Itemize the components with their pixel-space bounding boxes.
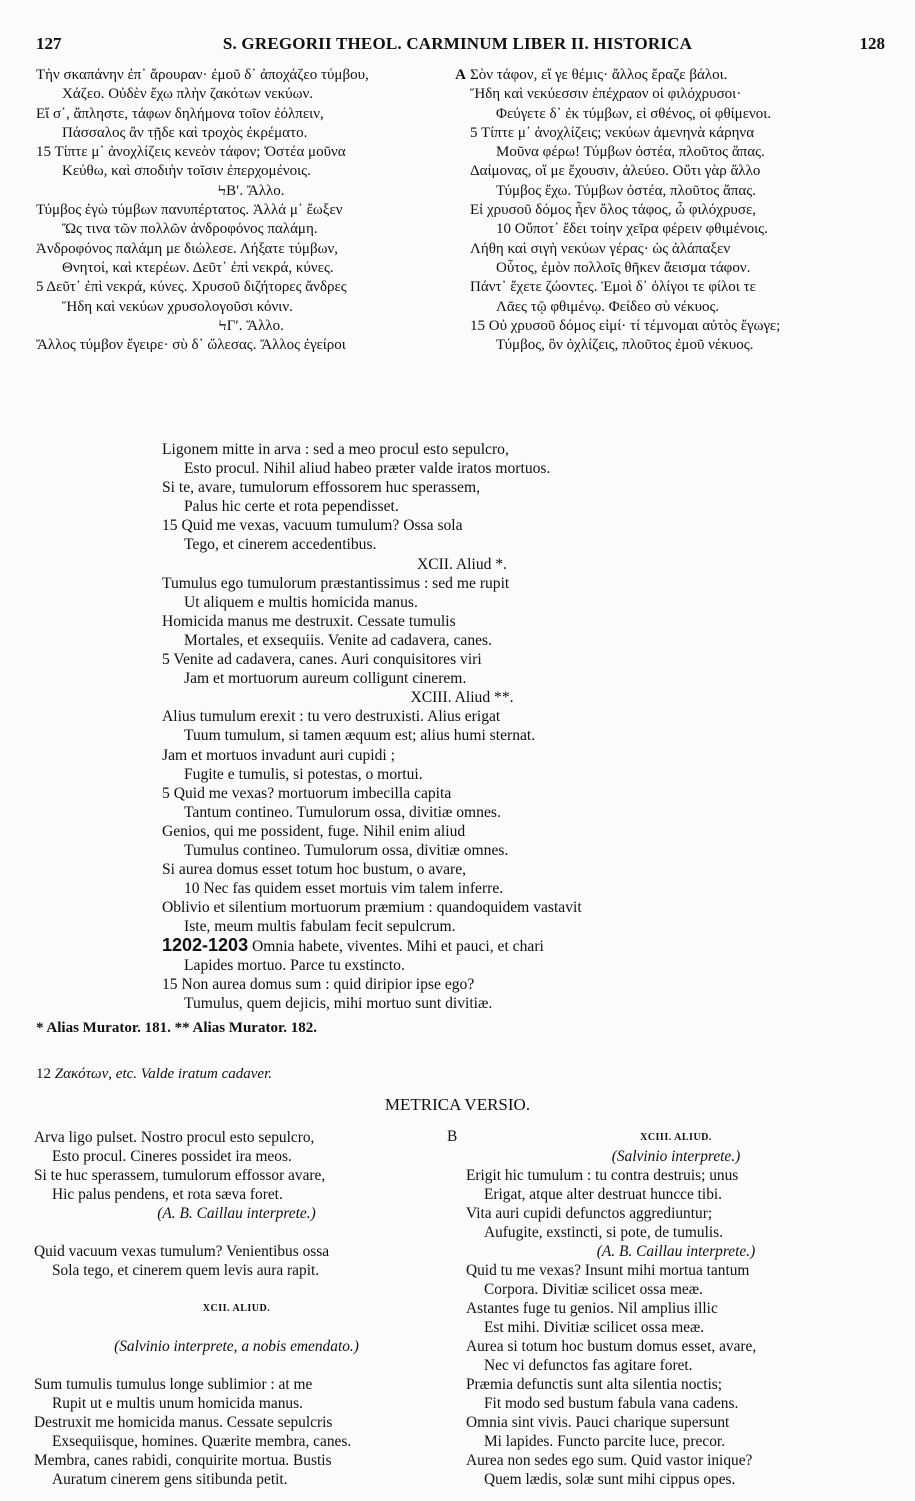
greek-line: Σὸν τάφον, εἴ γε θέμις· ἄλλος ἔραζε βάλοι.	[470, 67, 728, 83]
greek-line: 10 Οὔποτ᾽ ἔδει τοίην χεῖρα φέρειν φθιμένοις.	[496, 221, 768, 238]
critical-note	[36, 1066, 272, 1083]
verse-line: Fit modo sed bustum fabula vana cadens.	[484, 1395, 739, 1412]
margin-marker-a: A	[455, 67, 466, 83]
note-greek-word: Ζακότων	[54, 1066, 109, 1082]
verse-line: Rupit ut e multis unum homicida manus.	[52, 1395, 303, 1412]
verse-line: Membra, canes rabidi, conquirite mortua. Bustis	[34, 1452, 332, 1469]
verse-line: Quem lædis, solæ sunt mihi cippus opes.	[484, 1471, 736, 1488]
right-page-number: 128	[859, 34, 885, 53]
spacer	[34, 1280, 439, 1299]
verse-line: Nec vi defunctos fas agitare foret.	[484, 1357, 693, 1374]
latin-line: Alius tumulum erexit : tu vero destruxisti. Alius erigat	[162, 708, 501, 726]
verse-line: Arva ligo pulset. Nostro procul esto sepulcro,	[34, 1129, 315, 1146]
verse-line: Auratum cinerem gens sitibunda petit.	[52, 1471, 288, 1488]
greek-line: Ὥς τινα τῶν πολλῶν ἀνδροφόνος παλάμη.	[62, 221, 318, 238]
latin-line: Jam et mortuorum aureum colligunt cinerem.	[184, 670, 467, 688]
note-number: 12	[36, 1066, 51, 1082]
greek-line: Εἴ σ᾽, ἄπληστε, τάφων δηλήμονα τοῖον ἐόλπειν,	[36, 105, 324, 122]
greek-line: Δαίμονας, οἵ με ἔχουσιν, ἀλεύεο. Οὔτι γὰρ ἄλλο	[470, 163, 761, 180]
verse-line: Vita auri cupidi defunctos aggrediuntur;	[466, 1205, 713, 1222]
latin-line: Fugite e tumulis, si potestas, o mortui.	[184, 765, 423, 783]
latin-line: Tumulus ego tumulorum præstantissimus : sed me rupit	[162, 574, 510, 592]
greek-line: Ἤδη καὶ νεκύων χρυσολογοῦσι κόνιν.	[62, 298, 293, 315]
greek-line: 15 Τίπτε μ᾽ ἀνοχλίζεις κενεὸν τάφον; Ὀστέα μοῦνα	[36, 144, 346, 161]
left-page-number: 127	[36, 34, 62, 53]
greek-line: Φεύγετε δ᾽ ἐκ τύμβων, εἰ σθένος, οἱ φθίμενοι.	[496, 105, 772, 122]
latin-line: Genios, qui me possident, fuge. Nihil enim aliud	[162, 822, 466, 840]
verse-line: Aurea si totum hoc bustum domus esset, avare,	[466, 1338, 757, 1355]
latin-line: 10 Nec fas quidem esset mortuis vim talem inferre.	[184, 880, 504, 898]
verse-line: Exsequiisque, homines. Quærite membra, canes.	[52, 1433, 352, 1450]
verse-line: Præmia defunctis sunt alta silentia noctis;	[466, 1376, 723, 1393]
footnotes: * Alias Murator. 181. ** Alias Murator. 182.	[36, 1020, 317, 1036]
verse-line: Hic palus pendens, et rota sæva foret.	[52, 1186, 283, 1203]
metrica-title: METRICA VERSIO.	[384, 1095, 531, 1114]
greek-line: Τύμβος, ὃν ὀχλίζεις, πλοῦτος ἐμοῦ νέκυος.	[496, 337, 754, 354]
greek-line: Εἰ χρυσοῦ δόμος ἦεν ὅλος τάφος, ὦ φιλόχρυσε,	[470, 202, 756, 219]
latin-line: 5 Venite ad cadavera, canes. Auri conquisitores viri	[162, 651, 482, 669]
latin-line: Homicida manus me destruxit. Cessate tumulis	[162, 612, 456, 630]
latin-line: Tuum tumulum, si tamen æquum est; alius humi sternat.	[184, 727, 536, 745]
spacer	[34, 1356, 439, 1375]
verse-line: Sum tumulis tumulus longe sublimior : at me	[34, 1376, 313, 1393]
spacer	[34, 1223, 439, 1242]
latin-line: Oblivio et silentium mortuorum præmium : quandoquidem vastavit	[162, 899, 582, 917]
verse-line: Si te huc sperassem, tumulorum effossor avare,	[34, 1167, 326, 1184]
latin-line: Si aurea domus esset totum hoc bustum, o avare,	[162, 861, 467, 879]
spacer	[34, 1318, 439, 1337]
greek-line: Χάζεο. Οὐδὲν ἔχω πλὴν ζακότων νεκύων.	[62, 86, 313, 103]
greek-line: Τύμβος ἐγὼ τύμβων πανυπέρτατος. Ἀλλά μ᾽ ἔωξεν	[36, 202, 343, 219]
latin-line: Iste, meum multis fabulam fecit sepulcrum.	[184, 918, 456, 936]
latin-line: Tumulus, quem dejicis, mihi mortuo sunt divitiæ.	[184, 994, 493, 1012]
greek-line: Τύμβος ἔχω. Τύμβων ὀστέα, πλοῦτος ἅπας.	[496, 182, 756, 199]
latin-line: Si te, avare, tumulorum effossorem huc sperassem,	[162, 479, 481, 497]
greek-column-right	[470, 66, 880, 355]
greek-line: Ἄλλος τύμβον ἔγειρε· σὺ δ᾽ ὤλεσας. Ἄλλος ἐγείροι	[36, 337, 346, 354]
latin-section-heading: XCIII. Aliud **.	[410, 689, 514, 707]
latin-line: Esto procul. Nihil aliud habeo præter valde iratos mortuos.	[184, 460, 551, 478]
verse-line: Mi lapides. Functo parcite luce, precor.	[484, 1433, 726, 1450]
verse-line: Est mihi. Divitiæ scilicet ossa meæ.	[484, 1319, 705, 1336]
latin-line: Ut aliquem e multis homicida manus.	[184, 593, 418, 611]
greek-line: 5 Τίπτε μ᾽ ἀνοχλίζεις; νεκύων ἀμενηνὰ κάρηνα	[470, 124, 755, 141]
verse-line: Astantes fuge tu genios. Nil amplius illic	[466, 1300, 718, 1317]
margin-marker-b: B	[447, 1128, 458, 1145]
greek-line: Πάντ᾽ ἔχετε ζώοντες. Ἐμοὶ δ᾽ ὀλίγοι τε φίλοι τε	[470, 279, 756, 296]
translator-credit: (Salvinio interprete.)	[611, 1148, 741, 1165]
greek-column-left	[36, 66, 466, 355]
verse-line: Omnia sint vivis. Pauci charique supersunt	[466, 1414, 730, 1431]
greek-line: Λήθη καὶ σιγὴ νεκύων γέρας· ὡς ἀλάπαξεν	[470, 240, 731, 257]
translator-credit: (A. B. Caillau interprete.)	[157, 1205, 316, 1222]
metrica-column-left	[34, 1128, 439, 1489]
greek-line: 5 Δεῦτ᾽ ἐπὶ νεκρά, κύνες. Χρυσοῦ διζήτορες ἄνδρες	[36, 279, 347, 296]
verse-line: Sola tego, et cinerem quem levis aura rapit.	[52, 1262, 320, 1279]
verse-line: Quid vacuum vexas tumulum? Venientibus ossa	[34, 1243, 330, 1260]
greek-line: Ἀνδροφόνος παλάμη με διώλεσε. Λήξατε τύμβων,	[36, 240, 339, 257]
greek-line: Τὴν σκαπάνην ἐπ᾽ ἄρουραν· ἐμοῦ δ᾽ ἀποχάζεο τύμβου, A	[36, 66, 466, 85]
translator-credit: (Salvinio interprete, a nobis emendato.)	[114, 1338, 359, 1355]
latin-line: Tantum contineo. Tumulorum ossa, divitiæ omnes.	[184, 803, 501, 821]
greek-line: Πάσσαλος ἂν τῇδε καὶ τροχὸς ἐκρέματο.	[62, 124, 308, 141]
greek-line: Ἤδη καὶ νεκύεσσιν ἐπέχραον οἱ φιλόχρυσοι·	[470, 86, 742, 103]
greek-section-heading: ϞΓʹ. Ἄλλο.	[218, 317, 284, 334]
greek-line: Λᾶες τῷ φθιμένῳ. Φείδεο σὺ νέκυος.	[496, 298, 720, 315]
running-header	[30, 34, 885, 58]
verse-line: Aurea non sedes ego sum. Quid vastor inique?	[466, 1452, 753, 1469]
greek-line: Κεύθω, καὶ σποδιὴν τοῖσιν ἐπερχομένοις.	[62, 163, 311, 180]
greek-line: Οὗτος, ἐμὸν πολλοῖς θῆκεν ἄεισμα τάφον.	[496, 259, 751, 276]
latin-line: Ligonem mitte in arva : sed a meo procul esto sepulcro,	[162, 441, 509, 458]
greek-section-heading: ϞΒʹ. Ἄλλο.	[217, 182, 285, 199]
verse-line: Erigit hic tumulum : tu contra destruis; unus	[466, 1167, 739, 1184]
latin-line: 1202-1203 Omnia habete, viventes. Mihi et pauci, et chari	[162, 935, 544, 956]
latin-line: Mortales, et exsequiis. Venite ad cadavera, canes.	[184, 631, 492, 649]
section-heading: XCII. ALIUD.	[202, 1303, 271, 1314]
latin-line: Palus hic certe et rota pependisset.	[184, 498, 399, 516]
verse-line: Quid tu me vexas? Insunt mihi mortua tantum	[466, 1262, 750, 1279]
latin-line: 5 Quid me vexas? mortuorum imbecilla capita	[162, 784, 452, 802]
greek-line: Θνητοί, καὶ κτερέων. Δεῦτ᾽ ἐπὶ νεκρά, κύνες.	[62, 259, 334, 276]
latin-section-heading: XCII. Aliud *.	[416, 555, 508, 573]
section-heading: XCIII. ALIUD.	[640, 1132, 712, 1143]
latin-line: Tego, et cinerem accedentibus.	[184, 536, 377, 554]
verse-line: Destruxit me homicida manus. Cessate sepulcris	[34, 1414, 333, 1431]
verse-line: Erigat, atque alter destruat huncce tibi.	[484, 1186, 723, 1203]
greek-line: 15 Οὐ χρυσοῦ δόμος εἰμί· τί τέμνομαι αὐτὸς ἔγωγε;	[470, 317, 781, 334]
translator-credit: (A. B. Caillau interprete.)	[596, 1243, 756, 1260]
latin-line: Jam et mortuos invadunt auri cupidi ;	[162, 746, 396, 764]
latin-line: Tumulus contineo. Tumulorum ossa, divitiæ omnes.	[184, 841, 509, 859]
column-number: 1202-1203	[162, 935, 249, 956]
verse-line: Corpora. Divitiæ scilicet ossa meæ.	[484, 1281, 703, 1298]
latin-line: Lapides mortuo. Parce tu exstincto.	[184, 956, 405, 974]
latin-translation	[162, 440, 722, 1013]
latin-line: 15 Non aurea domus sum : quid diripior ipse ego?	[162, 975, 475, 993]
latin-line: 15 Quid me vexas, vacuum tumulum? Ossa sola	[162, 517, 463, 535]
metrica-column-right	[466, 1128, 886, 1489]
running-title: S. GREGORII THEOL. CARMINUM LIBER II. HISTORICA	[222, 34, 693, 53]
greek-line: Μοῦνα φέρω! Τύμβων ὀστέα, πλοῦτος ἅπας.	[496, 144, 765, 161]
verse-line: Esto procul. Cineres possidet ira meos.	[52, 1148, 292, 1165]
note-text: , etc. Valde iratum cadaver.	[108, 1066, 273, 1082]
verse-line: Aufugite, exstincti, si pote, de tumulis.	[484, 1224, 723, 1241]
